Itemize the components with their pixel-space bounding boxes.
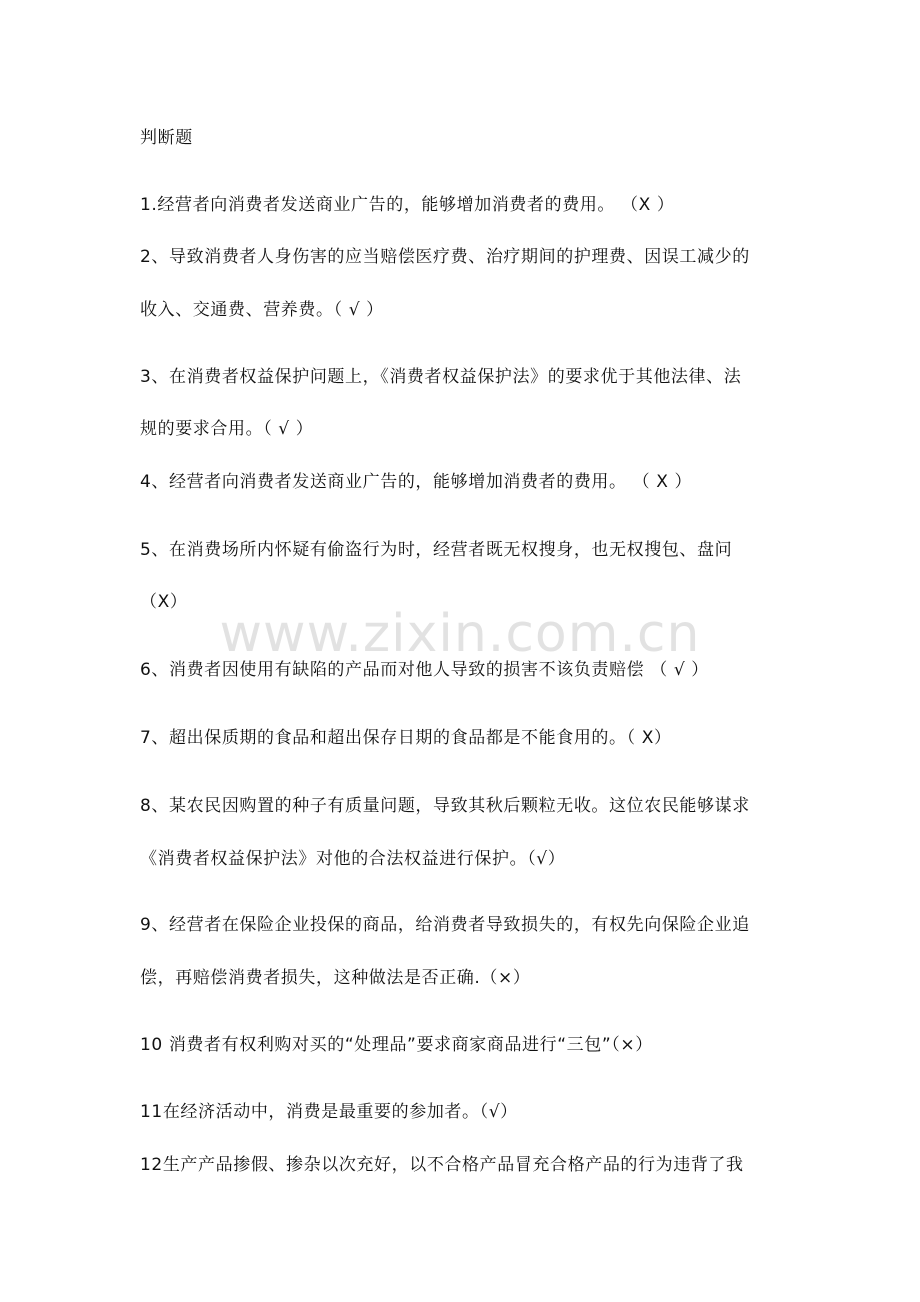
question-line: 3、在消费者权益保护问题上，《消费者权益保护法》的要求优于其他法律、法: [140, 367, 742, 387]
question-line: （X）: [140, 592, 188, 612]
question-line: 10 消费者有权利购对买的“处理品”要求商家商品进行“三包”（×）: [140, 1035, 653, 1055]
question-line: 9、经营者在保险企业投保的商品，给消费者导致损失的，有权先向保险企业追: [140, 915, 750, 935]
question-line: 12生产产品掺假、掺杂以次充好，以不合格产品冒充合格产品的行为违背了我: [140, 1155, 744, 1175]
question-line: 偿，再赔偿消费者损失，这种做法是否正确.（×）: [140, 968, 531, 988]
watermark: www.zixin.com.cn: [219, 604, 701, 664]
question-line: 1.经营者向消费者发送商业广告的，能够增加消费者的费用。 （X ）: [140, 195, 675, 215]
question-line: 规的要求合用。（ √ ）: [140, 419, 314, 439]
question-line: 5、在消费场所内怀疑有偷盗行为时，经营者既无权搜身，也无权搜包、盘问: [140, 540, 733, 560]
document-heading: 判断题: [140, 128, 193, 148]
question-line: 《消费者权益保护法》对他的合法权益进行保护。（√）: [140, 849, 566, 869]
question-line: 8、某农民因购置的种子有质量问题，导致其秋后颗粒无收。这位农民能够谋求: [140, 796, 750, 816]
question-line: 11在经济活动中，消费是最重要的参加者。（√）: [140, 1102, 518, 1122]
question-line: 2、导致消费者人身伤害的应当赔偿医疗费、治疗期间的护理费、因误工减少的: [140, 247, 750, 267]
question-line: 7、超出保质期的食品和超出保存日期的食品都是不能食用的。（ X）: [140, 728, 672, 748]
question-line: 6、消费者因使用有缺陷的产品而对他人导致的损害不该负责赔偿 （ √ ）: [140, 660, 709, 680]
question-line: 4、经营者向消费者发送商业广告的，能够增加消费者的费用。 （ X ）: [140, 472, 693, 492]
question-line: 收入、交通费、营养费。（ √ ）: [140, 300, 384, 320]
